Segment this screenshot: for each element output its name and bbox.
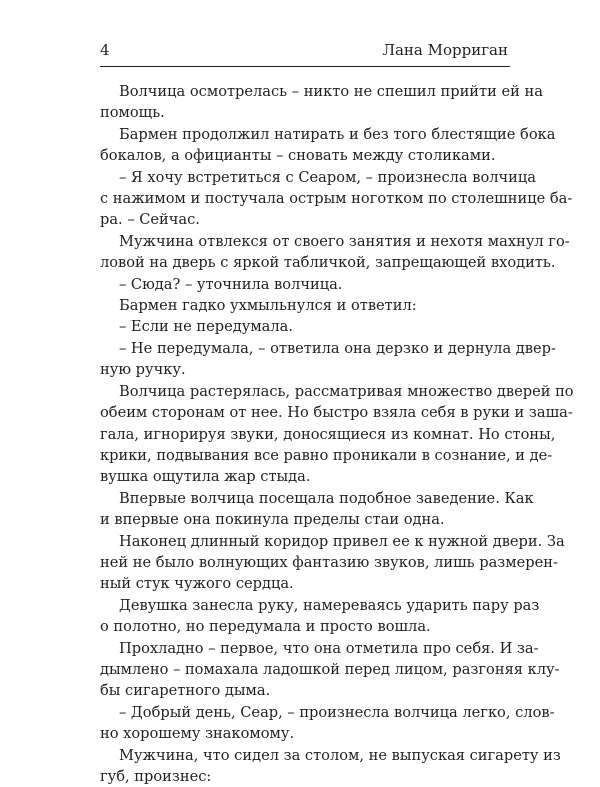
running-header (100, 40, 508, 62)
text-line: но хорошему знакомому. (100, 725, 295, 743)
paragraph (100, 231, 570, 274)
text-line: ловой на дверь с яркой табличкой, запрещающей входить. (100, 254, 556, 272)
text-line: Бармен продолжил натирать и без того блестящие бока (119, 125, 556, 143)
paragraph (100, 702, 555, 745)
text-line: крики, подвывания все равно проникали в сознание, и де- (100, 446, 553, 464)
paragraph (100, 531, 565, 595)
text-line: помощь. (100, 104, 165, 122)
paragraph (100, 167, 573, 231)
paragraph (100, 745, 561, 787)
text-line: Бармен гадко ухмыльнулся и ответил: (119, 297, 417, 315)
paragraph (100, 381, 574, 488)
text-line: и впервые она покинула пределы стаи одна. (100, 511, 445, 529)
text-line: ный стук чужого сердца. (100, 575, 294, 593)
text-line: бы сигаретного дыма. (100, 682, 271, 700)
text-line: ную ручку. (100, 361, 186, 379)
header-rule (100, 66, 510, 67)
text-line: Волчица растерялась, рассматривая множество дверей по (119, 382, 574, 400)
text-line: ней не было волнующих фантазию звуков, лишь размерен- (100, 553, 558, 571)
paragraph (100, 316, 510, 337)
text-line: Девушка занесла руку, намереваясь ударить пару раз (119, 596, 540, 614)
text-line: ра. – Сейчас. (100, 211, 200, 229)
paragraph (100, 338, 556, 381)
text-line: обеим сторонам от нее. Но быстро взяла себя в руки и заша- (100, 404, 573, 422)
text-line: Прохладно – первое, что она отметила про себя. И за- (119, 639, 539, 657)
paragraph (100, 488, 534, 531)
text-line: Волчица осмотрелась – никто не спешил прийти ей на (119, 83, 543, 100)
text-line: дымлено – помахала ладошкой перед лицом, разгоняя клу- (100, 660, 560, 678)
paragraph (100, 274, 510, 295)
text-line: с нажимом и постучала острым ноготком по столешнице ба- (100, 190, 573, 208)
text-line: – Если не передумала. (119, 318, 293, 336)
text-line: – Я хочу встретиться с Сеаром, – произнесла волчица (119, 168, 536, 186)
running-header-author: Лана Морриган (382, 41, 508, 59)
paragraph (100, 595, 540, 638)
paragraph (100, 638, 560, 702)
text-line: – Добрый день, Сеар, – произнесла волчица легко, слов- (119, 703, 555, 721)
page-number: 4 (100, 41, 110, 59)
text-line: губ, произнес: (100, 768, 212, 785)
text-line: о полотно, но передумала и просто вошла. (100, 618, 431, 636)
paragraph (100, 295, 510, 316)
paragraph (100, 124, 556, 167)
text-line: Мужчина, что сидел за столом, не выпуская сигарету из (119, 746, 561, 764)
text-line: – Не передумала, – ответила она дерзко и дернула двер- (119, 339, 556, 357)
text-line: бокалов, а официанты – сновать между столиками. (100, 147, 496, 165)
text-line: Мужчина отвлекся от своего занятия и нехотя махнул го- (119, 232, 570, 250)
text-line: гала, игнорируя звуки, доносящиеся из комнат. Но стоны, (100, 425, 556, 443)
text-line: – Сюда? – уточнила волчица. (119, 275, 343, 293)
text-line: вушка ощутила жар стыда. (100, 468, 311, 486)
text-line: Наконец длинный коридор привел ее к нужной двери. За (119, 532, 565, 550)
body-text (100, 81, 574, 787)
text-line: Впервые волчица посещала подобное заведение. Как (119, 489, 534, 507)
paragraph (100, 81, 543, 124)
